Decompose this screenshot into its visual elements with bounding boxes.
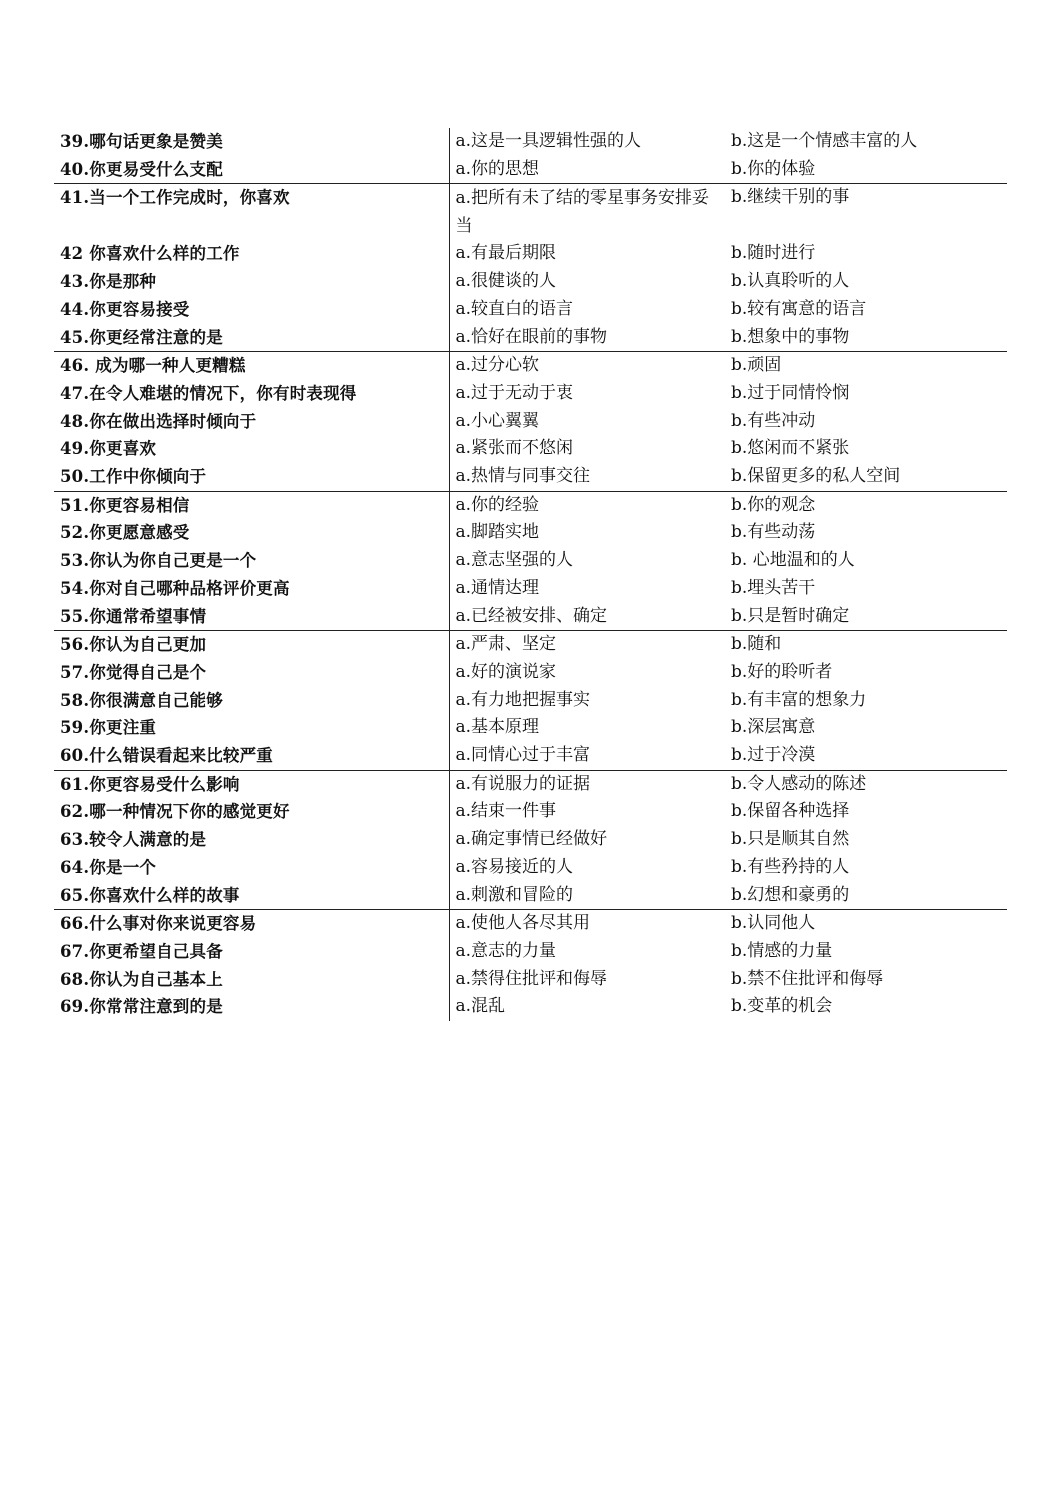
option-b: b.过于冷漠 (724, 742, 1007, 770)
question-row (54, 352, 1007, 380)
option-a: a.混乱 (449, 993, 724, 1021)
question-row (54, 882, 1007, 910)
question-row (54, 324, 1007, 352)
question-row (54, 687, 1007, 715)
option-a: a.有力地把握事实 (449, 687, 724, 715)
question-row (54, 128, 1007, 156)
option-a: a.过分心软 (449, 352, 724, 380)
option-b: b.有丰富的想象力 (731, 689, 867, 710)
option-a: a.把所有未了结的零星事务安排妥当 (449, 184, 724, 241)
option-b: b.令人感动的陈述 (731, 773, 867, 794)
option-b: b.有些动荡 (731, 522, 816, 543)
option-a: a.你的思想 (449, 156, 724, 184)
question-text: 52.你更愿意感受 (60, 523, 190, 543)
option-b: b.有些冲动 (731, 410, 816, 431)
question-row (54, 184, 1007, 241)
question-text: 50.工作中你倾向于 (54, 463, 449, 491)
question-row (54, 380, 1007, 408)
question-text: 53.你认为你自己更是一个 (60, 551, 257, 571)
option-b: b.继续干别的事 (731, 187, 850, 208)
option-a: a.这是一具逻辑性强的人 (449, 128, 724, 156)
question-row (54, 519, 1007, 547)
option-a: a.意志的力量 (449, 938, 724, 966)
option-a: a.较直白的语言 (449, 296, 724, 324)
option-a: a.通情达理 (449, 575, 724, 603)
question-text: 61.你更容易受什么影响 (60, 774, 240, 794)
option-b: b.有些矜持的人 (731, 856, 850, 877)
question-row (54, 854, 1007, 882)
question-row (54, 268, 1007, 296)
question-text: 58.你很满意自己能够 (60, 690, 223, 710)
option-a: a.确定事情已经做好 (449, 826, 724, 854)
question-row (54, 826, 1007, 854)
option-b: b.保留更多的私人空间 (724, 463, 1007, 491)
option-a: a.意志坚强的人 (449, 547, 724, 575)
question-row (54, 240, 1007, 268)
question-row (54, 938, 1007, 966)
question-text: 66.什么事对你来说更容易 (60, 914, 257, 934)
option-b: b.好的聆听者 (731, 661, 833, 682)
option-a: a.已经被安排、确定 (449, 603, 724, 631)
option-a: a.刺激和冒险的 (449, 882, 724, 910)
question-text: 62.哪一种情况下你的感觉更好 (60, 802, 290, 822)
question-text: 42 你喜欢什么样的工作 (60, 244, 240, 264)
question-row (54, 156, 1007, 184)
question-text: 68.你认为自己基本上 (60, 969, 223, 989)
question-row (54, 408, 1007, 436)
question-text: 44.你更容易接受 (60, 299, 190, 319)
question-row (54, 910, 1007, 938)
option-a: a.严肃、坚定 (449, 631, 724, 659)
option-b: b.认真聆听的人 (731, 271, 850, 292)
option-b: b.情感的力量 (731, 940, 833, 961)
option-b: b.深层寓意 (731, 717, 816, 738)
question-text: 48.你在做出选择时倾向于 (60, 411, 257, 431)
option-b: b.较有寓意的语言 (731, 298, 867, 319)
option-b: b.埋头苦干 (731, 577, 816, 598)
question-row (54, 463, 1007, 491)
question-text: 43.你是那种 (60, 272, 157, 292)
question-text: 46. 成为哪一种人更糟糕 (60, 356, 246, 376)
option-a: a.小心翼翼 (449, 408, 724, 436)
question-row (54, 659, 1007, 687)
question-text: 41.当一个工作完成时，你喜欢 (60, 188, 290, 208)
option-b: b.你的体验 (724, 156, 1007, 184)
option-b: b.顽固 (731, 355, 782, 376)
option-b: b.认同他人 (731, 913, 816, 934)
question-text: 56.你认为自己更加 (60, 635, 207, 655)
option-b: b. 心地温和的人 (731, 550, 855, 571)
option-b: b.保留各种选择 (731, 801, 850, 822)
question-row (54, 993, 1007, 1021)
option-a: a.有说服力的证据 (449, 770, 724, 798)
option-a: a.很健谈的人 (449, 268, 724, 296)
question-text: 49.你更喜欢 (60, 439, 157, 459)
question-row (54, 770, 1007, 798)
question-text: 59.你更注重 (60, 718, 157, 738)
question-text: 55.你通常希望事情 (54, 603, 449, 631)
option-b: b.随时进行 (731, 243, 816, 264)
question-row (54, 742, 1007, 770)
question-text: 39.哪句话更象是赞美 (60, 132, 223, 151)
option-b: b.你的观念 (731, 494, 816, 515)
question-text: 51.你更容易相信 (60, 495, 190, 515)
option-b: b.禁不住批评和侮辱 (731, 968, 884, 989)
option-b: b.随和 (731, 634, 782, 655)
question-text: 60.什么错误看起来比较严重 (54, 742, 449, 770)
question-row (54, 547, 1007, 575)
option-a: a.禁得住批评和侮辱 (449, 966, 724, 994)
option-a: a.好的演说家 (449, 659, 724, 687)
question-row (54, 631, 1007, 659)
question-text: 54.你对自己哪种品格评价更高 (60, 578, 290, 598)
option-b: b.只是暂时确定 (724, 603, 1007, 631)
question-row (54, 296, 1007, 324)
question-text: 45.你更经常注意的是 (54, 324, 449, 352)
option-b: b.幻想和豪勇的 (724, 882, 1007, 910)
option-a: a.使他人各尽其用 (449, 910, 724, 938)
questionnaire-table (54, 128, 1007, 1021)
question-text: 65.你喜欢什么样的故事 (54, 882, 449, 910)
option-a: a.恰好在眼前的事物 (449, 324, 724, 352)
question-text: 40.你更易受什么支配 (54, 156, 449, 184)
question-text: 57.你觉得自己是个 (60, 662, 207, 682)
option-a: a.过于无动于衷 (449, 380, 724, 408)
option-a: a.你的经验 (449, 491, 724, 519)
option-a: a.热情与同事交往 (449, 463, 724, 491)
option-a: a.容易接近的人 (449, 854, 724, 882)
question-row (54, 603, 1007, 631)
option-b: b.这是一个情感丰富的人 (731, 131, 918, 151)
question-text: 67.你更希望自己具备 (60, 941, 223, 961)
question-text: 47.在令人难堪的情况下，你有时表现得 (60, 383, 357, 403)
question-text: 63.较令人满意的是 (60, 830, 207, 850)
question-row (54, 575, 1007, 603)
option-a: a.结束一件事 (449, 798, 724, 826)
question-row (54, 714, 1007, 742)
option-a: a.紧张而不悠闲 (449, 435, 724, 463)
option-a: a.同情心过于丰富 (449, 742, 724, 770)
question-text: 69.你常常注意到的是 (60, 997, 223, 1017)
question-row (54, 966, 1007, 994)
option-b: b.想象中的事物 (724, 324, 1007, 352)
question-row (54, 491, 1007, 519)
option-a: a.有最后期限 (449, 240, 724, 268)
option-a: a.基本原理 (449, 714, 724, 742)
option-a: a.脚踏实地 (449, 519, 724, 547)
question-row (54, 798, 1007, 826)
question-text: 64.你是一个 (60, 857, 157, 877)
option-b: b.悠闲而不紧张 (731, 438, 850, 459)
question-row (54, 435, 1007, 463)
option-b: b.只是顺其自然 (731, 829, 850, 850)
option-b: b.过于同情怜悯 (731, 382, 850, 403)
option-b: b.变革的机会 (731, 996, 833, 1017)
